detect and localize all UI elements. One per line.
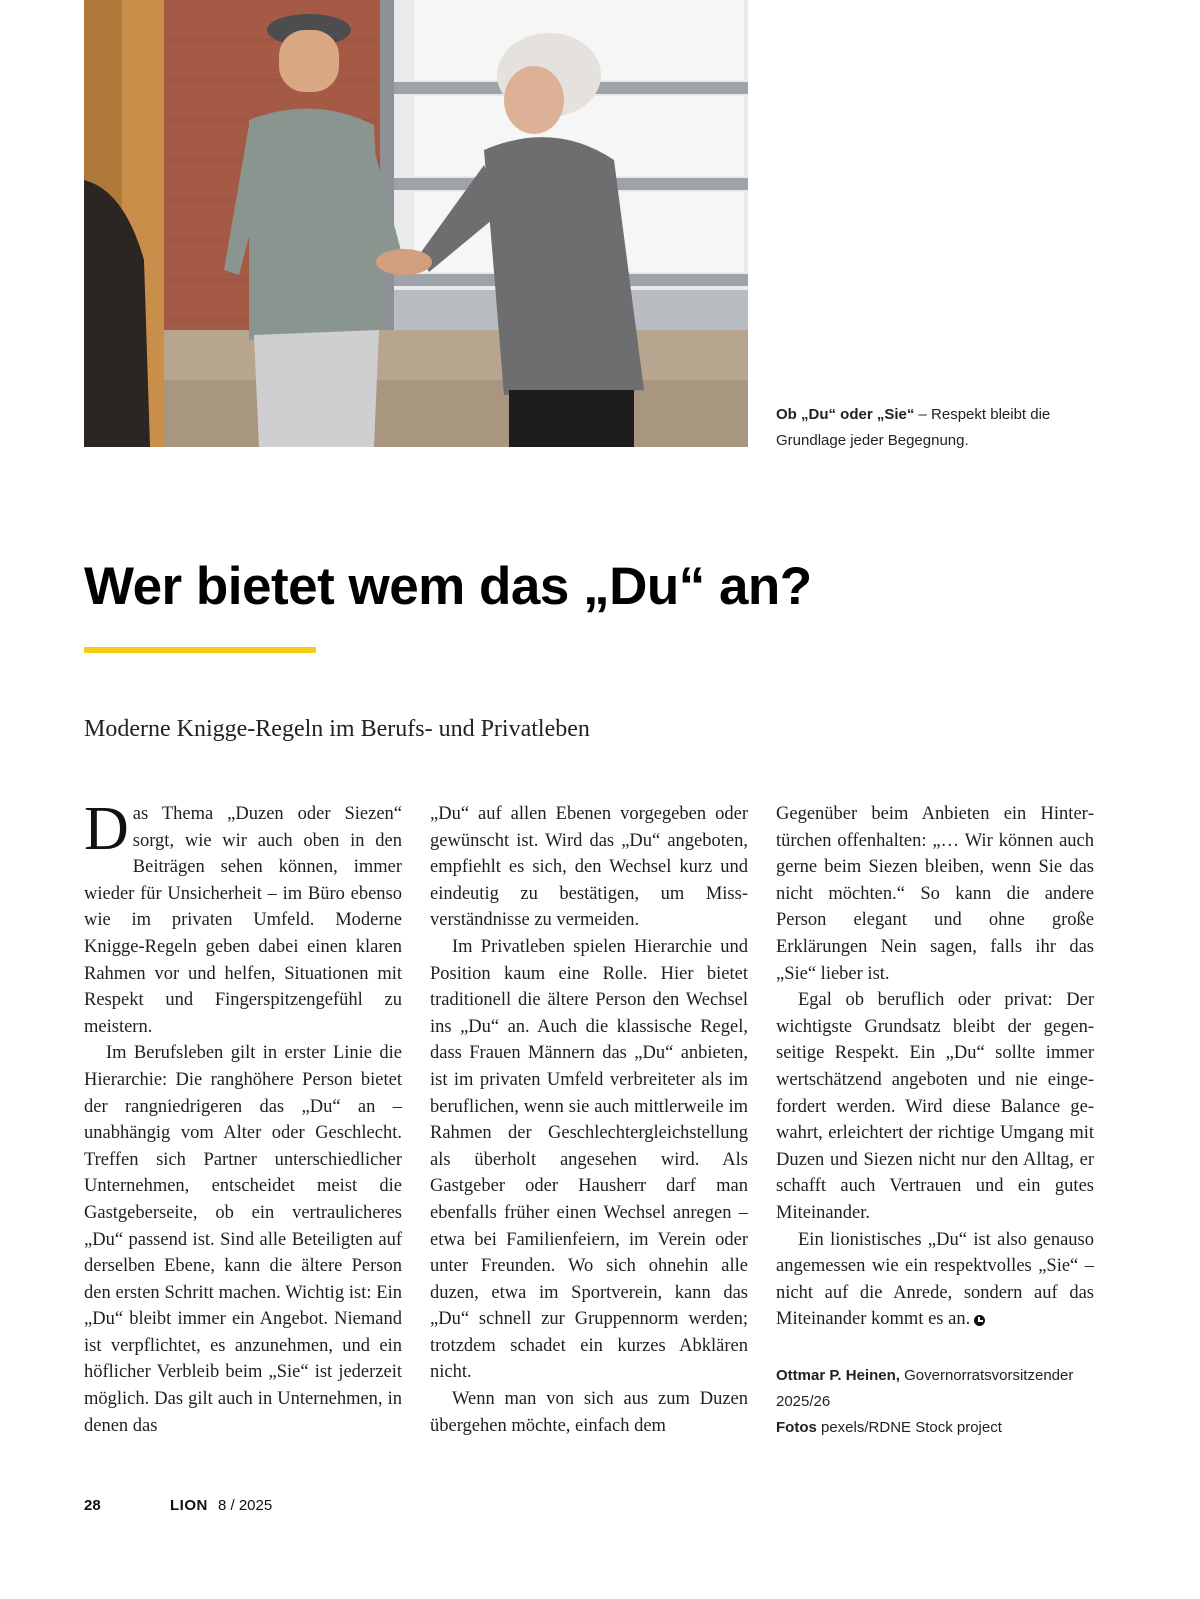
- magazine-name: LION: [170, 1497, 208, 1514]
- article-column-1: [84, 795, 402, 1439]
- paragraph: Egal ob beruflich oder privat: Der wichtigste Grundsatz bleibt der gegenseitige Respekt. Ein „Du“ sollte immer wertschätzend angeboten und nie eingefordert werden. Wird diese Balance gewahrt, erleichtert der richtige Umgang mit Duzen und Siezen nicht nur den Alltag, er schafft auch Vertrauen und ein gutes Miteinander.: [776, 990, 1094, 1223]
- photo-caption: [776, 402, 1106, 454]
- author-credit: [776, 1363, 1096, 1415]
- drop-cap: D: [84, 795, 129, 863]
- paragraph-text: as Thema „Duzen oder Siezen“ sorgt, wie wir auch oben in den Beiträgen sehen können, immer wieder für Unsicherheit – im Büro ebenso wie im privaten Umfeld. Moderne Knigge-Regeln geben dabei einen klaren Rahmen vor und helfen, Situationen mit Respekt und Fingerspitzengefühl zu meistern.: [84, 804, 402, 1037]
- paragraph-text: Ein lionistisches „Du“ ist also genauso angemessen wie ein respektvolles „Sie“ – nicht auf die Anrede, sondern auf das Miteinander kommt es an.: [776, 1229, 1094, 1330]
- article-headline: Wer bietet wem das „Du“ an?: [84, 557, 812, 616]
- lion-end-mark-icon: [974, 1315, 985, 1326]
- article-credits: [776, 1363, 1096, 1441]
- photo-credit-source: pexels/RDNE Stock project: [816, 1419, 1002, 1436]
- caption-bold: Ob „Du“ oder „Sie“: [776, 406, 915, 423]
- paragraph: Gegenüber beim Anbieten ein Hintertürchen offenhalten: „… Wir können auch gerne beim Siezen bleiben, wenn Sie das nicht möchten.“ So kann die andere Person elegant und ohne große Erklärungen Nein sagen, falls ihr das „Sie“ lieber ist.: [776, 804, 1094, 984]
- author-role: Governorratsvorsitzender 2025/26: [776, 1367, 1074, 1410]
- paragraph: [84, 795, 402, 1040]
- paragraph: „Du“ auf allen Ebenen vorgegeben oder gewünscht ist. Wird das „Du“ angeboten, empfiehlt es sich, den Wechsel kurz und eindeutig zu bestätigen, um Missverständnisse zu vermeiden.: [430, 804, 748, 931]
- article-subtitle: Moderne Knigge-Regeln im Berufs- und Privatleben: [84, 716, 590, 742]
- author-name: Ottmar P. Heinen,: [776, 1367, 900, 1384]
- article-column-3: [776, 801, 1094, 1333]
- paragraph: Im Privatleben spielen Hierarchie und Position kaum eine Rolle. Hier bietet traditionell die ältere Person den Wechsel ins „Du“ an. Auch die klassische Regel, dass Frauen Männern das „Du“ anbieten, ist im privaten Umfeld verbreiteter als im beruflichen, wenn sie auch mittlerweile im Rahmen der Geschlechtergleichstellung als überholt angesehen wird. Als Gastgeber oder Hausherr darf man ebenfalls früher einen Wechsel anregen – etwa bei Familienfeiern, im Verein oder unter Freunden. Wo sich ohnehin alle duzen, etwa im Sportverein, kann das „Du“ schnell zur Gruppennorm werden; trotzdem schadet ein kurzes Abklären nicht.: [430, 936, 748, 1383]
- handshake-photo-illustration: [84, 0, 748, 447]
- issue-number: 8 / 2025: [218, 1497, 273, 1514]
- photo-credit: [776, 1415, 1096, 1441]
- accent-rule: [84, 647, 316, 653]
- paragraph: [776, 1227, 1094, 1333]
- photo-credit-label: Fotos: [776, 1419, 817, 1436]
- article-column-2: [430, 801, 748, 1439]
- page-number: 28: [84, 1497, 101, 1514]
- caption-text: – Respekt bleibt die Grundlage jeder Begegnung.: [776, 406, 1051, 449]
- paragraph: Im Berufsleben gilt in erster Linie die Hierarchie: Die ranghöhere Person bietet der rangniedrigeren das „Du“ an – unabhängig vom Alter oder Geschlecht. Treffen sich Partner unterschiedlicher Unternehmen, entscheidet meist die Gastgeberseite, ob ein vertraulicheres „Du“ passend ist. Sind alle Beteiligten auf derselben Ebene, kann die ältere Person den ersten Schritt machen. Wichtig ist: Ein „Du“ bleibt immer ein Angebot. Niemand ist verpflichtet, es anzunehmen, und ein höflicher Verbleib beim „Sie“ ist jederzeit möglich. Das gilt auch in Unternehmen, in denen das: [84, 1043, 402, 1436]
- paragraph: Wenn man von sich aus zum Duzen übergehen möchte, einfach dem: [430, 1389, 748, 1436]
- article-photo: [84, 0, 748, 447]
